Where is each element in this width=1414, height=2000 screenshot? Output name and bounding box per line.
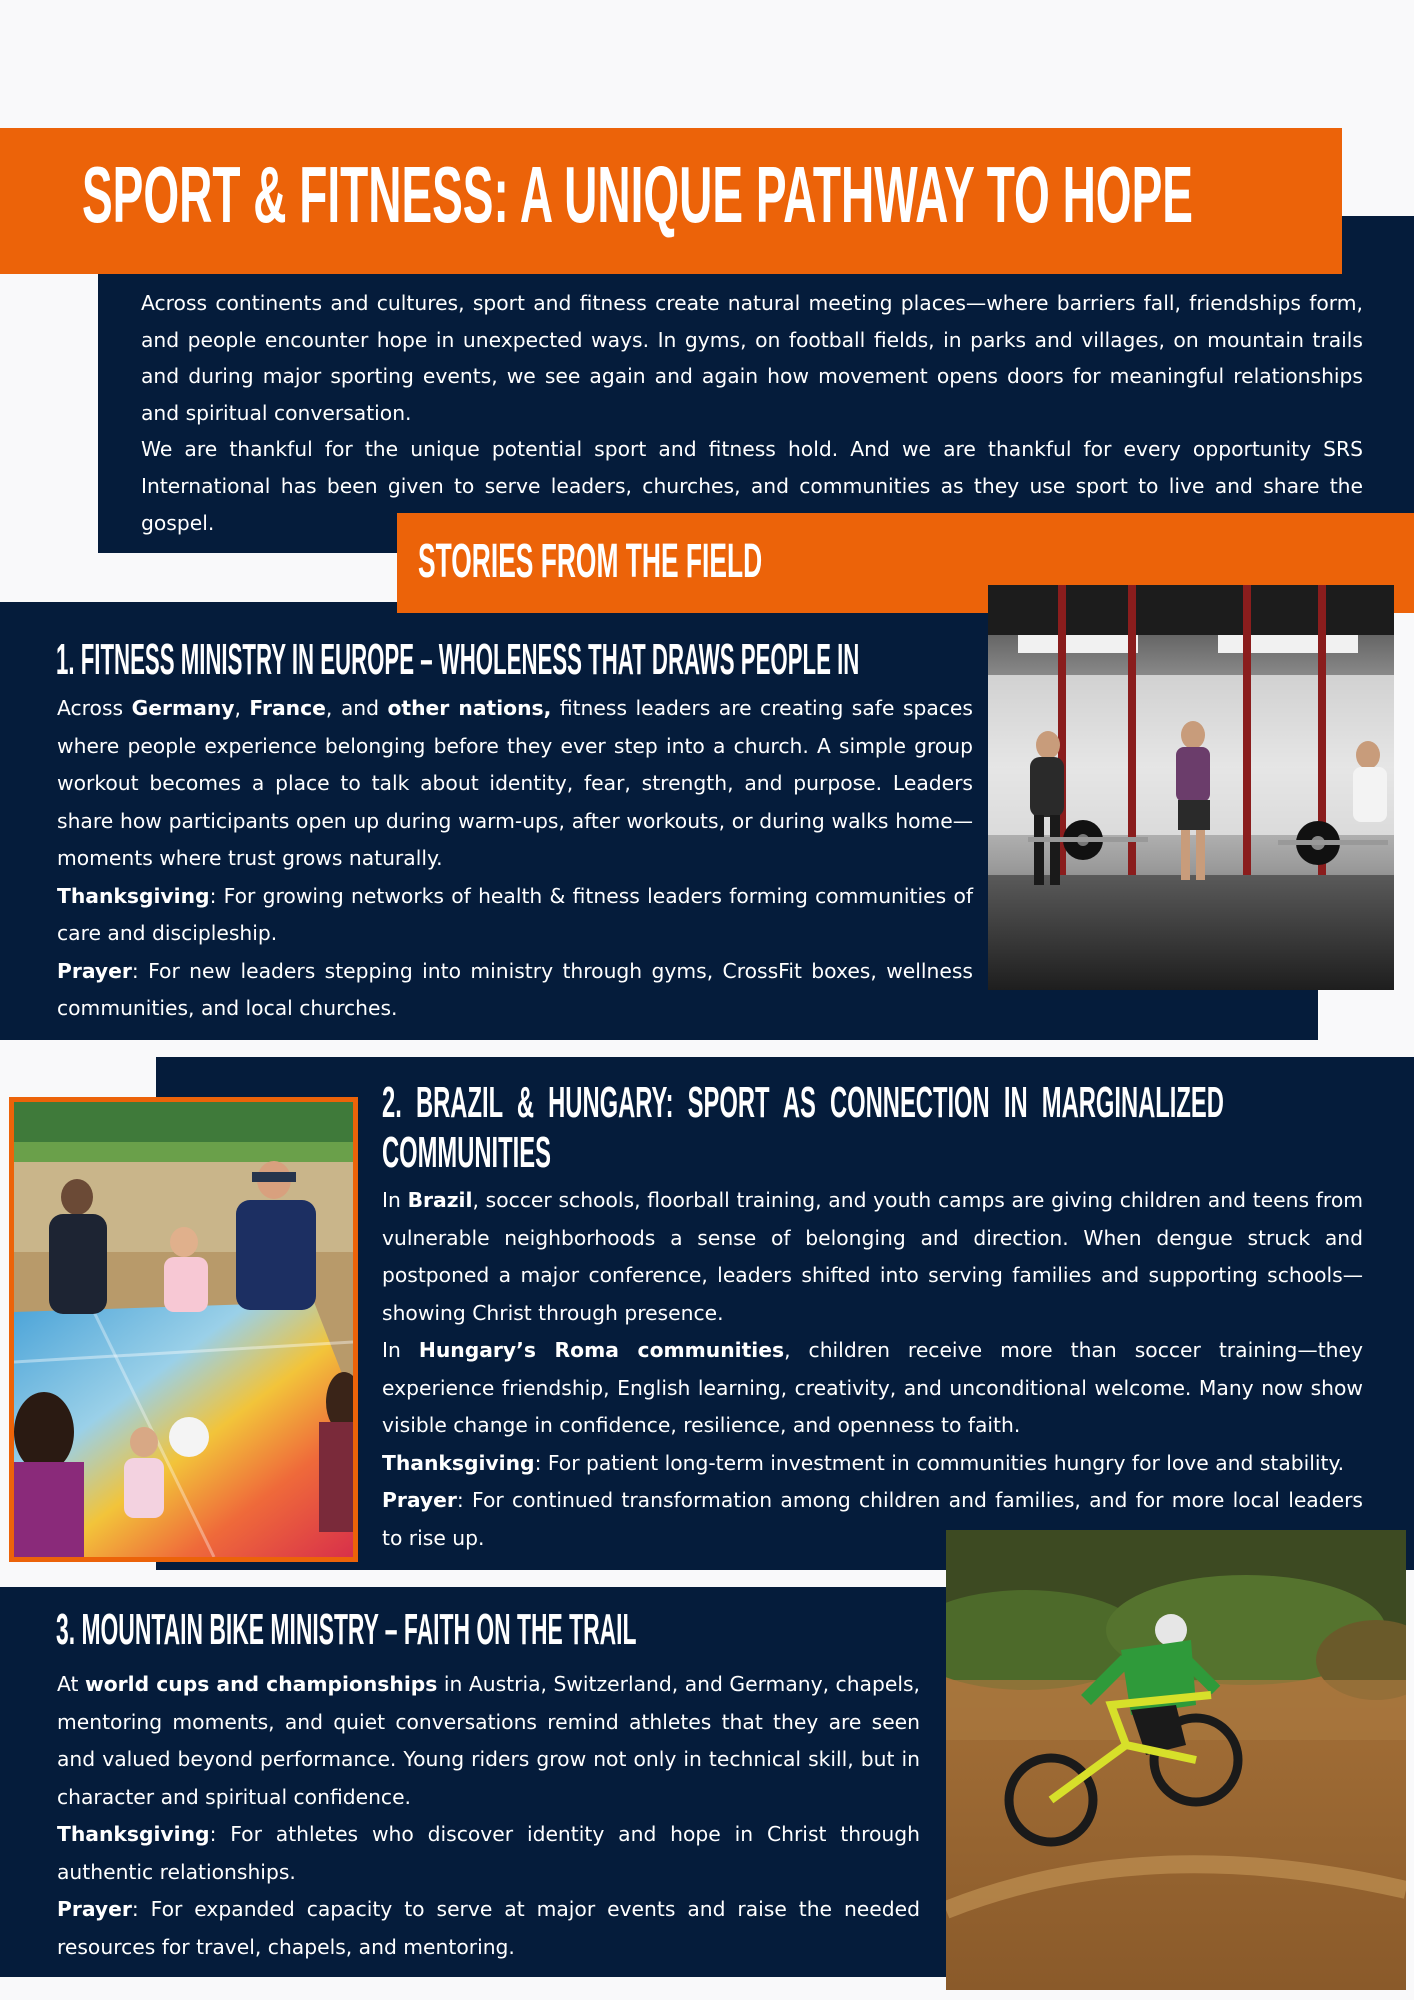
country-germany: Germany bbox=[131, 696, 235, 720]
hungary-roma: Hungary’s Roma communities bbox=[418, 1338, 785, 1362]
prayer-text: : For new leaders stepping into ministry through gyms, CrossFit boxes, wellness communities, and local churches. bbox=[57, 958, 973, 1020]
kids-parachute-photo bbox=[9, 1097, 358, 1562]
thanksgiving-text: : For patient long-term investment in communities hungry for love and stability. bbox=[534, 1450, 1345, 1475]
story1-body bbox=[57, 690, 973, 1028]
prayer-text: : For expanded capacity to serve at major events and raise the needed resources for travel, chapels, and mentoring. bbox=[57, 1897, 920, 1959]
country-france: France bbox=[249, 696, 326, 720]
prayer-label: Prayer bbox=[57, 1897, 132, 1921]
intro-paragraph-2: We are thankful for the unique potential sport and fitness hold. And we are thankful for every opportunity SRS International has been given to serve leaders, churches, and communities as they use sport to live and share the gospel. bbox=[141, 437, 1363, 535]
story2-title-text: 2. BRAZIL & HUNGARY: SPORT AS CONNECTION IN MARGINALIZED COMMUNITIES bbox=[382, 1078, 1224, 1177]
text: Across bbox=[57, 696, 132, 720]
story1-prayer bbox=[57, 953, 973, 1028]
story3-thanksgiving bbox=[57, 1816, 920, 1891]
prayer-label: Prayer bbox=[57, 958, 132, 983]
text: , soccer schools, floorball training, and youth camps are giving children and teens from vulnerable neighborhoods a sense of belonging and direction. When dengue struck and postponed a major conference, leaders shifted into serving families and supporting schools—showing Christ through presence. bbox=[382, 1188, 1363, 1325]
world-cups: world cups and championships bbox=[84, 1672, 438, 1696]
text: in Austria, Switzerland, and Germany, chapels, mentoring moments, and quiet conversations remind athletes that they are seen and valued beyond performance. Young riders grow not only in technical skill, but in character and spiritual confidence. bbox=[57, 1672, 920, 1809]
thanksgiving-label: Thanksgiving bbox=[57, 883, 210, 908]
text: , children receive more than soccer training—they experience friendship, English learning, creativity, and unconditional welcome. Many now show visible change in confidence, resilience, and openness to faith. bbox=[382, 1338, 1363, 1437]
thanksgiving-label: Thanksgiving bbox=[382, 1450, 535, 1475]
story2-body bbox=[382, 1182, 1363, 1557]
thanksgiving-label: Thanksgiving bbox=[57, 1822, 210, 1846]
thanksgiving-text: : For athletes who discover identity and hope in Christ through authentic relationships. bbox=[57, 1822, 920, 1884]
text: , bbox=[234, 696, 250, 720]
text: fitness leaders are creating safe spaces where people experience belonging before they ever step into a church. A simple group workout becomes a place to talk about identity, fear, strength, and purpose. Leaders share how participants open up during warm-ups, after workouts, or during walks home—moments where trust grows naturally. bbox=[57, 696, 973, 870]
text: , and bbox=[325, 696, 388, 720]
text: At bbox=[57, 1672, 85, 1696]
story2-thanksgiving bbox=[382, 1445, 1363, 1483]
mountain-bike-photo bbox=[946, 1530, 1406, 1990]
other-nations: other nations, bbox=[387, 696, 552, 720]
story2-paragraph-brazil bbox=[382, 1182, 1363, 1332]
text: In bbox=[382, 1188, 408, 1212]
thanksgiving-text: : For growing networks of health & fitness leaders forming communities of care and discipleship. bbox=[57, 883, 973, 945]
prayer-label: Prayer bbox=[382, 1488, 457, 1512]
gym-photo bbox=[988, 585, 1394, 990]
prayer-text: : For continued transformation among children and families, and for more local leaders to rise up. bbox=[382, 1488, 1363, 1550]
intro-paragraph-1: Across continents and cultures, sport and fitness create natural meeting places—where barriers fall, friendships form, and people encounter hope in unexpected ways. In gyms, on football fields, in parks and villages, on mountain trails and during major sporting events, we see again and again how movement opens doors for meaningful relationships and spiritual conversation. bbox=[141, 291, 1363, 425]
story2-title bbox=[382, 1078, 1312, 1178]
story1-paragraph bbox=[57, 690, 973, 878]
story3-body bbox=[57, 1666, 920, 1966]
story1-title: 1. FITNESS MINISTRY IN EUROPE – WHOLENESS THAT DRAWS PEOPLE IN bbox=[56, 635, 860, 684]
page-title: SPORT & FITNESS: A UNIQUE PATHWAY TO HOPE bbox=[82, 150, 1193, 239]
country-brazil: Brazil bbox=[407, 1188, 473, 1212]
stories-banner-label: STORIES FROM THE FIELD bbox=[418, 535, 763, 588]
story3-paragraph bbox=[57, 1666, 920, 1816]
story3-title: 3. MOUNTAIN BIKE MINISTRY – FAITH ON THE TRAIL bbox=[56, 1605, 637, 1654]
story1-thanksgiving bbox=[57, 878, 973, 953]
text: In bbox=[382, 1338, 419, 1362]
story3-prayer bbox=[57, 1891, 920, 1966]
intro-text bbox=[141, 285, 1363, 541]
story2-paragraph-hungary bbox=[382, 1332, 1363, 1445]
